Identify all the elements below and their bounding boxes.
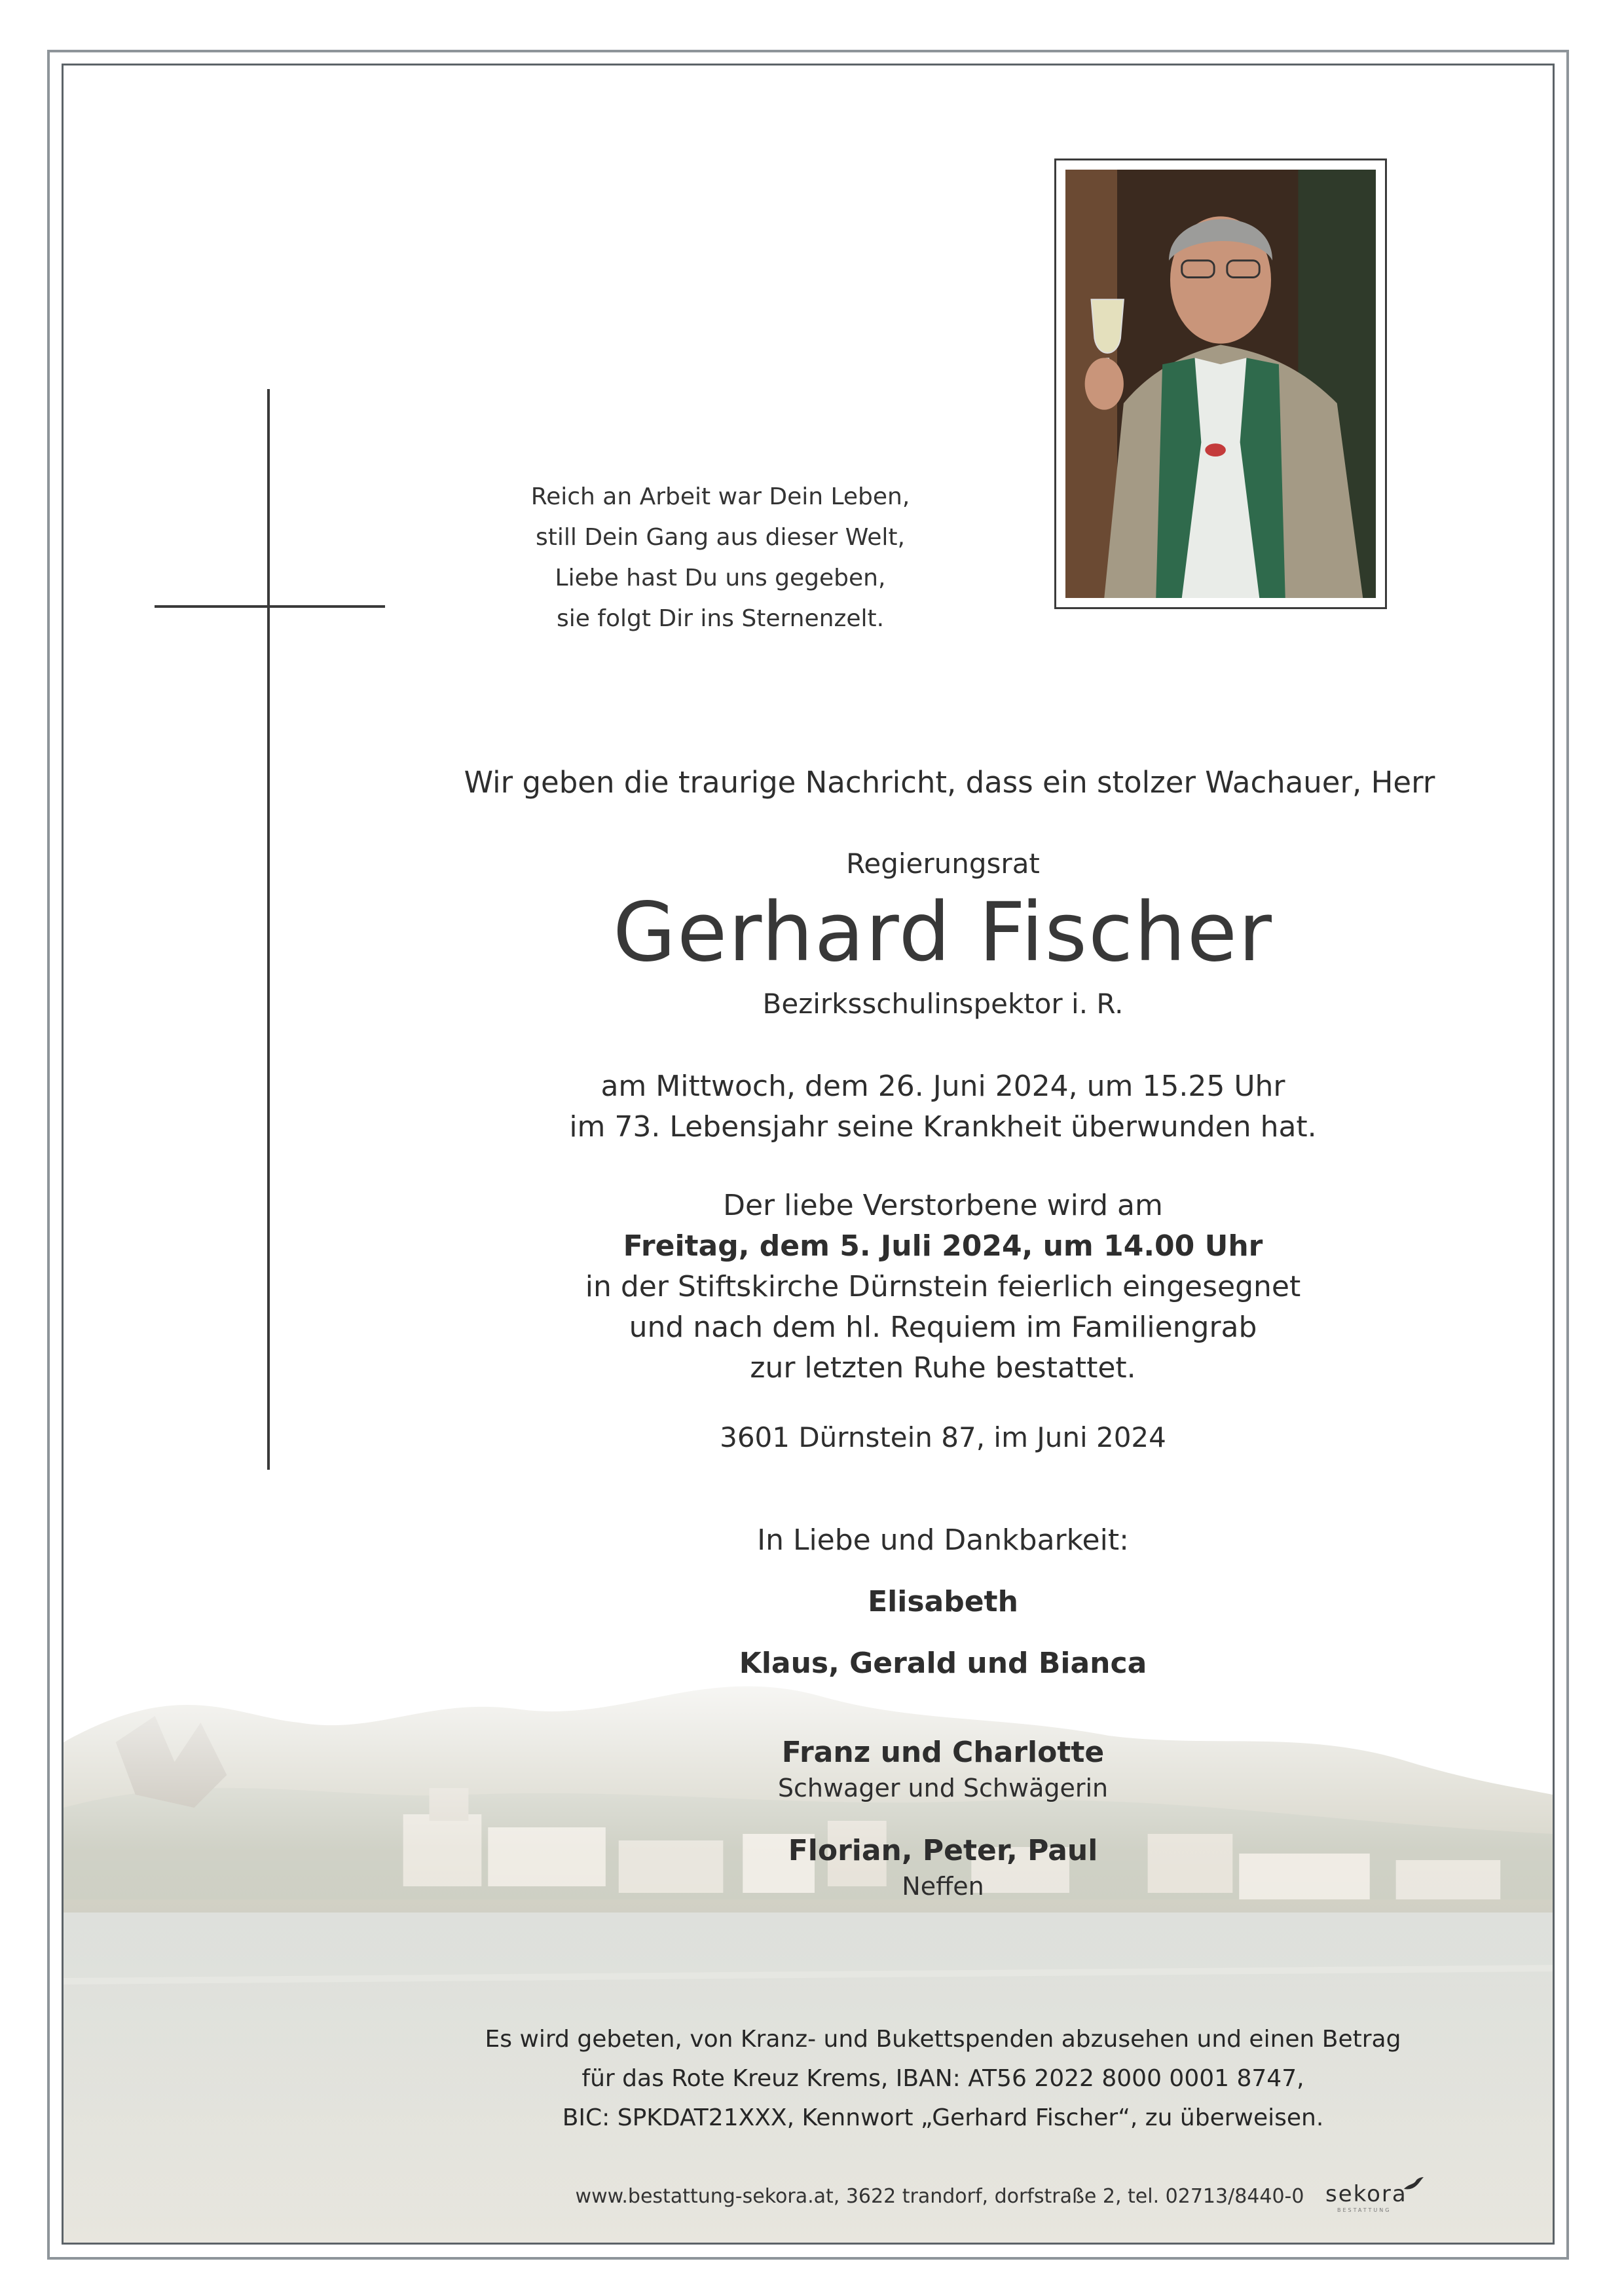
funeral-home-logo: [1325, 2181, 1417, 2214]
donation-line: für das Rote Kreuz Krems, IBAN: AT56 2022 8000 0001 8747,: [581, 2065, 1304, 2092]
portrait-photo: [1054, 159, 1387, 609]
funeral-date: Freitag, dem 5. Juli 2024, um 14.00 Uhr: [623, 1229, 1263, 1263]
place-and-date: 3601 Dürnstein 87, im Juni 2024: [720, 1421, 1166, 1453]
donation-line: BIC: SPKDAT21XXX, Kennwort „Gerhard Fischer“, zu überweisen.: [562, 2104, 1324, 2131]
funeral-line: Der liebe Verstorbene wird am: [723, 1189, 1163, 1222]
mourner-relation: Schwager und Schwägerin: [777, 1774, 1109, 1802]
death-line: im 73. Lebensjahr seine Krankheit überwunden hat.: [569, 1110, 1317, 1144]
deceased-profession: Bezirksschulinspektor i. R.: [762, 988, 1124, 1020]
poem-line: Reich an Arbeit war Dein Leben,: [530, 483, 910, 510]
mourner-name: Klaus, Gerald und Bianca: [739, 1647, 1147, 1680]
logo-subtitle: BESTATTUNG: [1337, 2207, 1392, 2213]
donation-line: Es wird gebeten, von Kranz- und Bukettspenden abzusehen und einen Betrag: [485, 2026, 1401, 2053]
funeral-details: [498, 1185, 1388, 1389]
funeral-line: und nach dem hl. Requiem im Familiengrab: [629, 1311, 1257, 1344]
announcement-intro: Wir geben die traurige Nachricht, dass ein stolzer Wachauer, Herr: [464, 765, 1435, 800]
funeral-line: zur letzten Ruhe bestattet.: [750, 1351, 1136, 1385]
poem: [504, 477, 936, 639]
bird-icon: [1403, 2176, 1425, 2193]
cross-vertical-bar: [267, 389, 270, 1470]
mourner-name: Elisabeth: [868, 1585, 1018, 1618]
mourner-name: Florian, Peter, Paul: [788, 1834, 1098, 1867]
cross-horizontal-bar: [155, 605, 385, 608]
poem-line: still Dein Gang aus dieser Welt,: [536, 524, 905, 551]
mourners-heading: In Liebe und Dankbarkeit:: [757, 1523, 1129, 1557]
mourner-relation: Neffen: [902, 1872, 984, 1901]
mourner-name: Franz und Charlotte: [781, 1736, 1105, 1769]
portrait-illustration: [1065, 170, 1376, 598]
poem-line: Liebe hast Du uns gegeben,: [555, 565, 886, 591]
funeral-home-footer: www.bestattung-sekora.at, 3622 trandorf, dorfstraße 2, tel. 02713/8440-0: [575, 2185, 1304, 2208]
death-line: am Mittwoch, dem 26. Juni 2024, um 15.25 Uhr: [600, 1070, 1285, 1103]
death-details: [511, 1066, 1375, 1148]
funeral-line: in der Stiftskirche Dürnstein feierlich eingesegnet: [585, 1270, 1301, 1303]
wachau-landscape-background: [64, 1637, 1553, 2245]
donation-request: [419, 2020, 1467, 2138]
deceased-title: Regierungsrat: [846, 848, 1040, 880]
deceased-name: Gerhard Fischer: [612, 886, 1274, 980]
logo-text: sekora: [1325, 2181, 1407, 2207]
poem-line: sie folgt Dir ins Sternenzelt.: [556, 605, 885, 632]
